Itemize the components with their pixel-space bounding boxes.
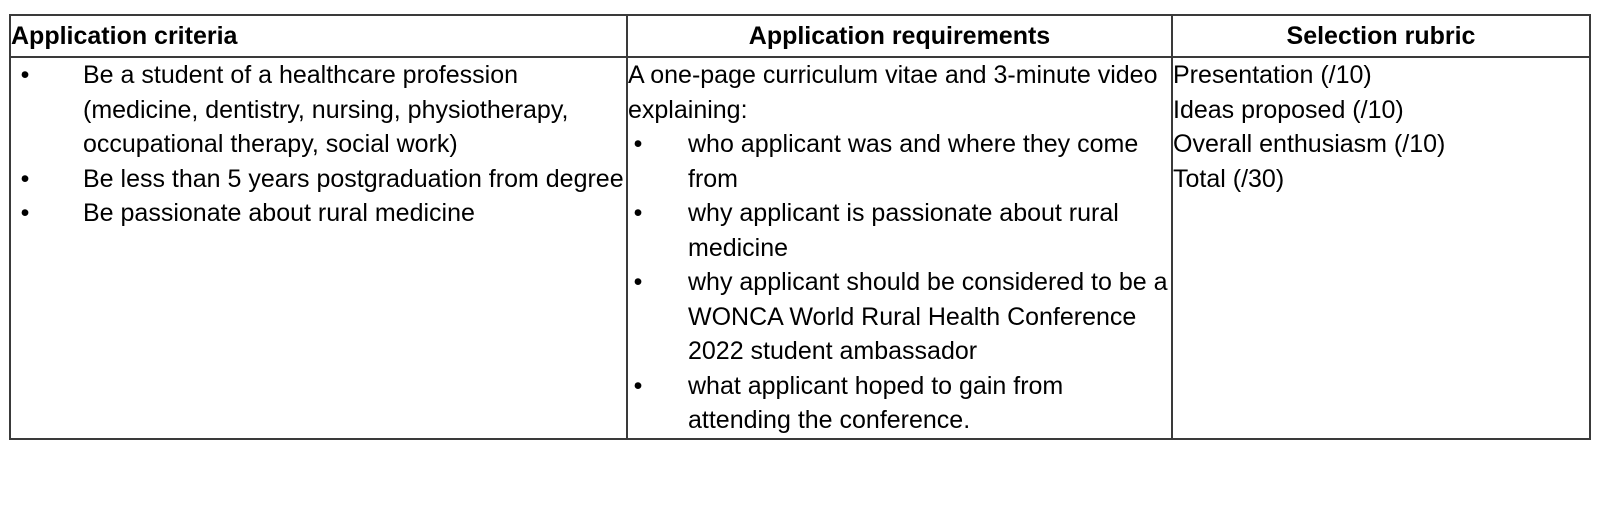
bullet-icon: • — [633, 268, 643, 296]
header-row — [10, 15, 1590, 57]
requirements-cell — [627, 57, 1172, 439]
criteria-item-text: Be less than 5 years postgraduation from degree — [83, 164, 624, 193]
rubric-item-total: Total (/30) — [1173, 164, 1285, 193]
requirements-item — [628, 127, 1171, 196]
bullet-icon: • — [633, 371, 643, 400]
header-selection-rubric: Selection rubric — [1172, 15, 1590, 57]
requirements-item-text: who applicant was and where they come from — [688, 130, 1139, 193]
requirements-intro: A one-page curriculum vitae and 3-minute video explaining: — [628, 61, 1158, 124]
criteria-list — [11, 58, 626, 231]
criteria-item-text: Be a student of a healthcare profession (medicine, dentistry, nursing, physiotherapy, occupational therapy, social work) — [83, 61, 569, 158]
rubric-item-presentation: Presentation (/10) — [1173, 61, 1372, 89]
application-table — [9, 14, 1591, 440]
requirements-item-text: what applicant hoped to gain from attending the conference. — [688, 371, 1064, 434]
requirements-item — [628, 265, 1171, 369]
requirements-item-text: why applicant is passionate about rural medicine — [688, 199, 1119, 262]
requirements-list — [628, 127, 1171, 438]
bullet-icon: • — [20, 199, 30, 227]
bullet-icon: • — [633, 199, 643, 227]
bullet-icon: • — [20, 164, 30, 193]
bullet-icon: • — [20, 61, 30, 89]
rubric-cell — [1172, 57, 1590, 439]
criteria-item — [11, 196, 626, 231]
requirements-item — [628, 369, 1171, 438]
requirements-item-text: why applicant should be considered to be a WONCA World Rural Health Conference 2022 student ambassador — [688, 268, 1168, 365]
criteria-item — [11, 162, 626, 197]
rubric-item-enthusiasm: Overall enthusiasm (/10) — [1173, 130, 1446, 158]
requirements-item — [628, 196, 1171, 265]
criteria-item — [11, 58, 626, 162]
bullet-icon: • — [633, 130, 643, 158]
header-application-criteria: Application criteria — [10, 15, 627, 57]
header-application-requirements: Application requirements — [627, 15, 1172, 57]
criteria-cell — [10, 57, 627, 439]
content-row — [10, 57, 1590, 439]
criteria-item-text: Be passionate about rural medicine — [83, 199, 475, 227]
rubric-item-ideas: Ideas proposed (/10) — [1173, 95, 1404, 124]
